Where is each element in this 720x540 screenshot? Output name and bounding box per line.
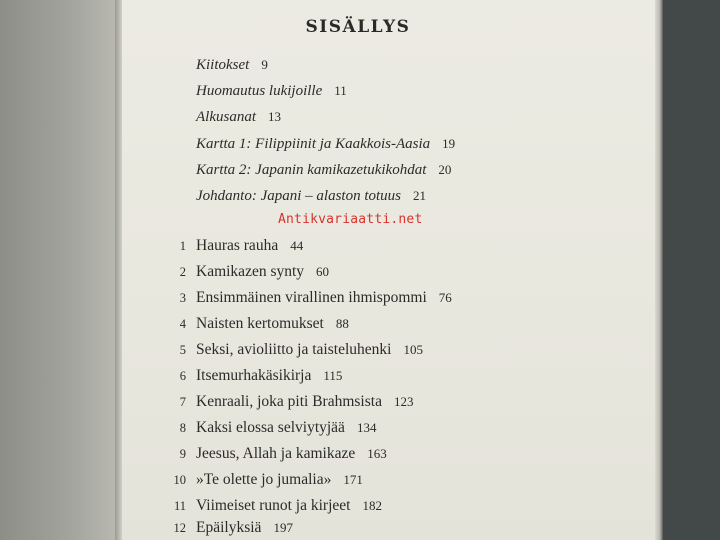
page-title: SISÄLLYS <box>305 17 411 37</box>
chapter-number: 9 <box>179 447 186 461</box>
entry-title: Kartta 2: Japanin kamikazetukikohdat <box>196 162 427 178</box>
chapter-number: 4 <box>179 317 186 331</box>
watermark-text: Antikvariaatti.net <box>278 212 423 227</box>
entry-title: Huomautus lukijoille <box>196 83 323 99</box>
entry-title: Johdanto: Japani – alaston totuus <box>196 188 401 204</box>
entry-title: Seksi, avioliitto ja taisteluhenki <box>196 341 392 358</box>
entry-title: Naisten kertomukset <box>196 315 324 332</box>
entry-page: 163 <box>367 446 387 461</box>
entry-title: Hauras rauha <box>196 237 279 254</box>
entry-page: 13 <box>268 109 281 124</box>
entry-page: 76 <box>438 290 452 305</box>
entry-page: 11 <box>334 83 347 98</box>
entry-page: 21 <box>413 188 426 203</box>
entry-title: Kartta 1: Filippiinit ja Kaakkois-Aasia <box>196 136 431 152</box>
entry-title: Kaksi elossa selviytyjää <box>196 419 345 436</box>
entry-page: 182 <box>362 498 382 513</box>
entry-page: 134 <box>356 420 377 435</box>
chapter-number: 3 <box>179 291 186 305</box>
chapter-number: 6 <box>179 369 186 383</box>
entry-title: Jeesus, Allah ja kamikaze <box>196 445 356 462</box>
entry-page: 44 <box>290 238 304 253</box>
entry-page: 19 <box>442 136 456 151</box>
entry-page: 88 <box>335 316 349 331</box>
entry-title: Kiitokset <box>196 57 250 73</box>
entry-title: Viimeiset runot ja kirjeet <box>196 497 351 514</box>
entry-title: Alkusanat <box>196 109 256 125</box>
entry-page: 9 <box>261 57 268 72</box>
page-edge <box>655 0 663 540</box>
entry-title: Kamikazen synty <box>196 263 305 280</box>
entry-title: Epäilyksiä <box>196 519 262 536</box>
chapter-number: 2 <box>179 265 186 279</box>
chapter-number: 7 <box>179 395 186 409</box>
previous-page <box>0 0 118 540</box>
table-surface <box>663 0 720 540</box>
entry-page: 171 <box>343 472 363 487</box>
entry-page: 20 <box>438 162 452 177</box>
chapter-number: 12 <box>173 521 186 535</box>
chapter-number: 8 <box>179 421 186 435</box>
entry-page: 197 <box>273 520 293 535</box>
entry-page: 105 <box>403 342 423 357</box>
entry-title: »Te olette jo jumalia» <box>196 471 332 488</box>
entry-title: Kenraali, joka piti Brahmsista <box>196 393 382 410</box>
chapter-number: 11 <box>173 499 186 513</box>
entry-page: 123 <box>393 394 414 409</box>
chapter-number: 5 <box>179 343 186 357</box>
chapter-number: 10 <box>173 473 186 487</box>
entry-page: 60 <box>316 264 330 279</box>
chapter-number: 1 <box>179 239 186 253</box>
entry-title: Ensimmäinen virallinen ihmispommi <box>196 289 427 306</box>
entry-title: Itsemurhakäsikirja <box>196 367 312 384</box>
entry-page: 115 <box>323 368 343 383</box>
